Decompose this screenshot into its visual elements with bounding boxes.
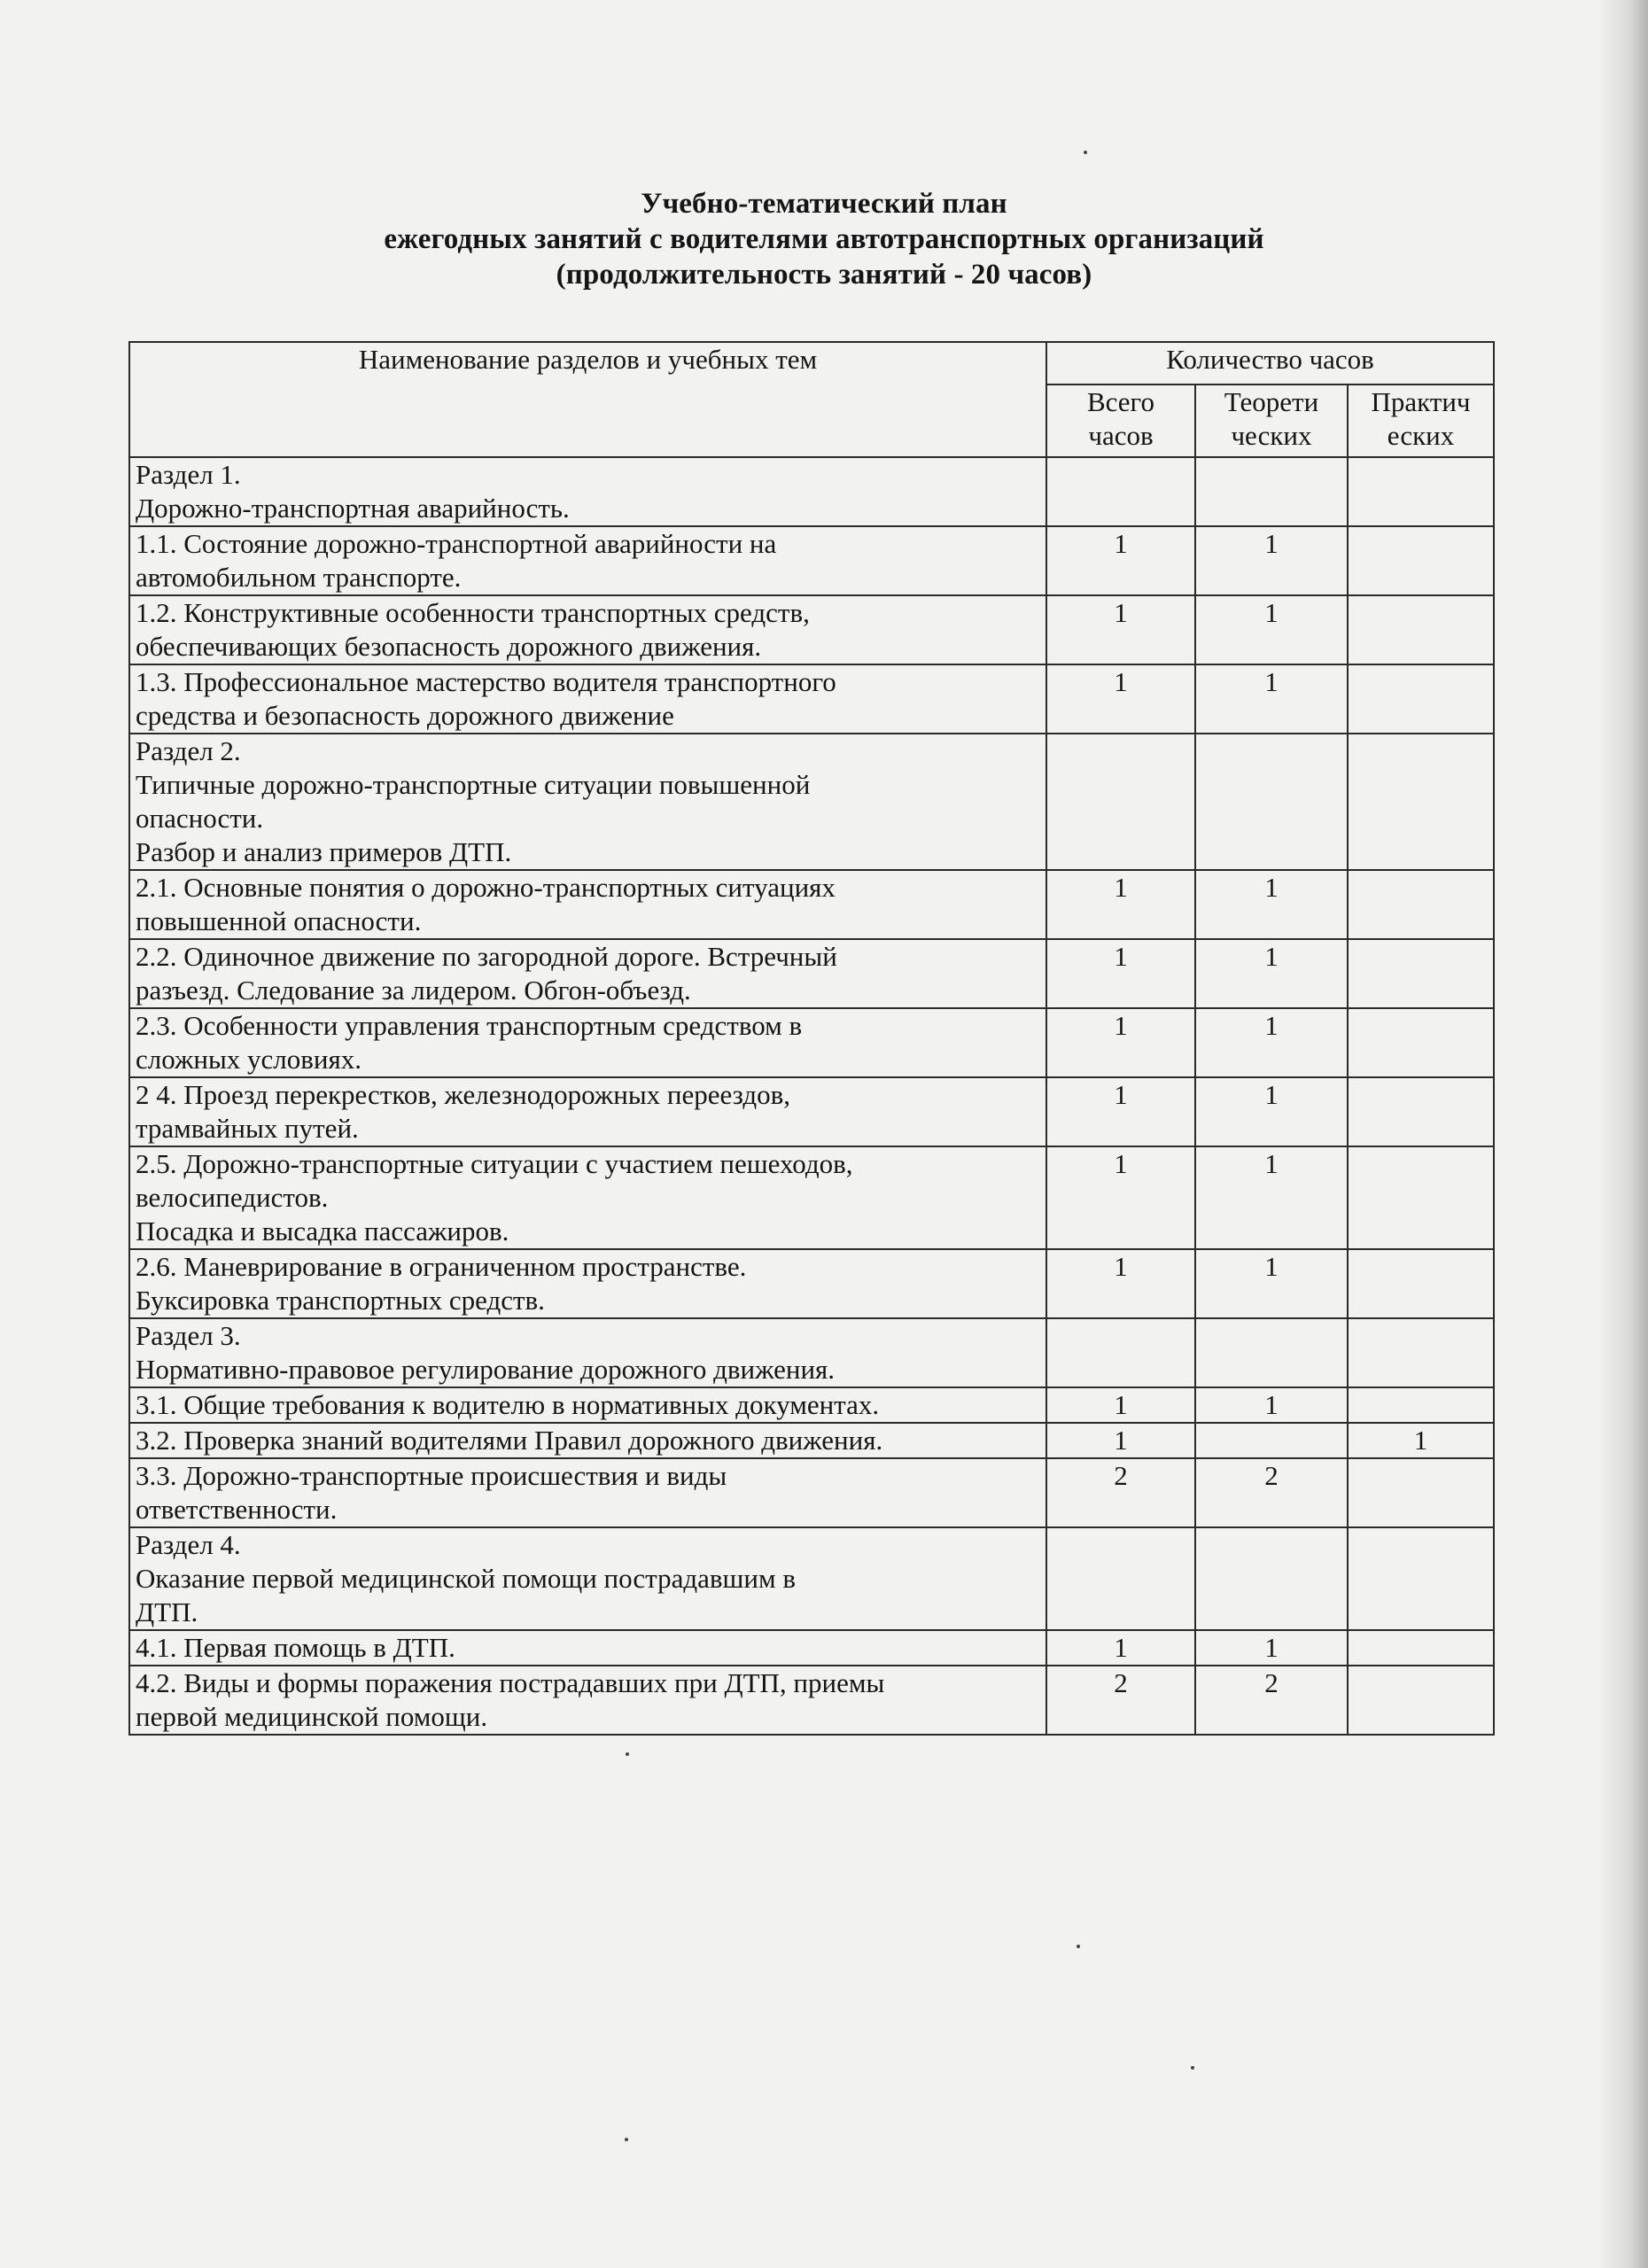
topic-title-line: 3.1. Общие требования к водителю в нормативных документах. [136,1389,880,1420]
topic-title-cell [129,526,1046,595]
hours-theory-cell: 1 [1195,1387,1348,1423]
document-title [0,186,1648,292]
hours-practice-cell [1348,526,1494,595]
topic-title-cell [129,664,1046,734]
section-title-cell [129,457,1046,526]
hours-total-cell: 1 [1046,1630,1195,1666]
title-line-1: Учебно-тематический план [641,188,1007,220]
topic-title-cell [129,1249,1046,1318]
hours-total-cell: 1 [1046,870,1195,939]
hours-practice-cell [1348,734,1494,870]
topic-title-cell [129,1077,1046,1146]
column-header-total-line-2: часов [1088,420,1154,452]
table-row [129,939,1494,1008]
section-row [129,1318,1494,1387]
hours-theory-cell: 1 [1195,870,1348,939]
hours-total-cell: 2 [1046,1666,1195,1735]
column-header-name: Наименование разделов и учебных тем [129,342,1046,457]
topic-title-line: автомобильном транспорте. [136,562,462,593]
table-row [129,526,1494,595]
hours-total-cell [1046,457,1195,526]
hours-total-cell: 1 [1046,1077,1195,1146]
table-row [129,870,1494,939]
hours-total-cell [1046,734,1195,870]
hours-total-cell: 1 [1046,1146,1195,1249]
hours-total-cell: 1 [1046,1008,1195,1077]
hours-theory-cell [1195,457,1348,526]
topic-title-line: 1.1. Состояние дорожно-транспортной аварийности на [136,528,777,559]
hours-theory-cell: 1 [1195,1077,1348,1146]
hours-practice-cell [1348,870,1494,939]
table-body [129,457,1494,1735]
column-header-hours: Количество часов [1046,342,1494,384]
topic-title-line: 1.2. Конструктивные особенности транспортных средств, [136,597,810,628]
topic-title-cell [129,1458,1046,1527]
hours-practice-cell [1348,1077,1494,1146]
topic-title-line: Посадка и высадка пассажиров. [136,1216,509,1247]
column-header-total [1046,384,1195,457]
hours-theory-cell: 1 [1195,1249,1348,1318]
section-title-line: Раздел 3. [136,1320,241,1351]
hours-practice-cell [1348,1249,1494,1318]
hours-practice-cell [1348,457,1494,526]
column-header-theory-line-1: Теорети [1224,386,1319,418]
topic-title-line: 4.1. Первая помощь в ДТП. [136,1632,455,1663]
topic-title-line: обеспечивающих безопасность дорожного движения. [136,631,762,662]
topic-title-line: повышенной опасности. [136,905,422,936]
section-title-line: Раздел 1. [136,459,241,490]
topic-title-line: средства и безопасность дорожного движение [136,700,674,731]
table-row [129,1146,1494,1249]
hours-theory-cell: 2 [1195,1458,1348,1527]
hours-total-cell: 1 [1046,1249,1195,1318]
hours-total-cell [1046,1318,1195,1387]
hours-total-cell: 1 [1046,526,1195,595]
topic-title-line: трамвайных путей. [136,1113,359,1144]
hours-total-cell [1046,1527,1195,1630]
title-line-3: (продолжительность занятий - 20 часов) [556,259,1092,291]
topic-title-line: 2.1. Основные понятия о дорожно-транспортных ситуациях [136,872,836,903]
hours-theory-cell [1195,1318,1348,1387]
hours-practice-cell [1348,1146,1494,1249]
hours-practice-cell [1348,664,1494,734]
column-header-theory-line-2: ческих [1231,420,1312,452]
hours-total-cell: 1 [1046,664,1195,734]
column-header-total-line-1: Всего [1086,386,1155,418]
hours-practice-cell [1348,1458,1494,1527]
hours-theory-cell: 1 [1195,1630,1348,1666]
topic-title-line: сложных условиях. [136,1044,362,1075]
scan-speck [1191,2066,1194,2070]
curriculum-table [128,341,1495,1736]
table-row [129,1249,1494,1318]
hours-theory-cell [1195,1423,1348,1458]
hours-practice-cell [1348,1387,1494,1423]
section-title-cell [129,734,1046,870]
topic-title-line: 2.5. Дорожно-транспортные ситуации с участием пешеходов, [136,1148,853,1179]
topic-title-cell [129,1630,1046,1666]
hours-total-cell: 1 [1046,939,1195,1008]
hours-theory-cell [1195,1527,1348,1630]
topic-title-line: 2 4. Проезд перекрестков, железнодорожных переездов, [136,1079,790,1110]
section-title-line: Раздел 4. [136,1529,241,1560]
hours-theory-cell: 2 [1195,1666,1348,1735]
topic-title-cell [129,1387,1046,1423]
column-header-theory [1195,384,1348,457]
scan-speck [1077,1945,1080,1948]
table-row [129,1008,1494,1077]
section-title-line: ДТП. [136,1596,198,1627]
hours-practice-cell [1348,1318,1494,1387]
topic-title-line: 4.2. Виды и формы поражения пострадавших при ДТП, приемы [136,1667,885,1698]
column-header-practice [1348,384,1494,457]
table-header [129,342,1494,457]
table-row [129,1387,1494,1423]
table-row [129,664,1494,734]
hours-practice-cell [1348,1630,1494,1666]
section-title-cell [129,1527,1046,1630]
topic-title-cell [129,595,1046,664]
hours-total-cell: 2 [1046,1458,1195,1527]
hours-practice-cell [1348,595,1494,664]
column-header-practice-line-1: Практич [1371,386,1471,418]
scan-speck [626,1752,629,1756]
table-row [129,1666,1494,1735]
hours-theory-cell: 1 [1195,1146,1348,1249]
topic-title-line: велосипедистов. [136,1182,329,1213]
section-title-cell [129,1318,1046,1387]
column-header-practice-line-2: еских [1387,420,1455,452]
topic-title-line: 2.2. Одиночное движение по загородной дороге. Встречный [136,941,837,972]
topic-title-cell [129,1008,1046,1077]
section-title-line: Типичные дорожно-транспортные ситуации повышенной [136,769,811,800]
hours-practice-cell [1348,1666,1494,1735]
hours-total-cell: 1 [1046,595,1195,664]
topic-title-cell [129,1423,1046,1458]
title-line-2: ежегодных занятий с водителями автотранспортных организаций [384,223,1264,255]
section-title-line: Дорожно-транспортная аварийность. [136,493,570,524]
hours-practice-cell [1348,1008,1494,1077]
topic-title-line: Буксировка транспортных средств. [136,1285,545,1316]
hours-practice-cell: 1 [1348,1423,1494,1458]
section-title-line: Нормативно-правовое регулирование дорожного движения. [136,1354,836,1385]
topic-title-cell [129,1146,1046,1249]
hours-theory-cell: 1 [1195,526,1348,595]
scan-speck [625,2138,628,2141]
table-row [129,1423,1494,1458]
hours-theory-cell [1195,734,1348,870]
topic-title-cell [129,939,1046,1008]
topic-title-line: ответственности. [136,1494,338,1525]
section-title-line: Оказание первой медицинской помощи пострадавшим в [136,1563,796,1594]
hours-total-cell: 1 [1046,1387,1195,1423]
hours-theory-cell: 1 [1195,595,1348,664]
topic-title-line: 3.2. Проверка знаний водителями Правил дорожного движения. [136,1425,883,1456]
section-row [129,734,1494,870]
topic-title-line: 1.3. Профессиональное мастерство водителя транспортного [136,666,836,697]
topic-title-cell [129,1666,1046,1735]
section-title-line: Разбор и анализ примеров ДТП. [136,836,512,867]
hours-total-cell: 1 [1046,1423,1195,1458]
table-row [129,1458,1494,1527]
table-row [129,1077,1494,1146]
scan-speck [1084,151,1087,154]
section-title-line: опасности. [136,803,264,834]
topic-title-line: разъезд. Следование за лидером. Обгон-объезд. [136,975,691,1006]
hours-theory-cell: 1 [1195,939,1348,1008]
table-row [129,1630,1494,1666]
hours-theory-cell: 1 [1195,1008,1348,1077]
section-row [129,457,1494,526]
topic-title-line: 2.6. Маневрирование в ограниченном пространстве. [136,1251,747,1282]
table-row [129,595,1494,664]
topic-title-cell [129,870,1046,939]
hours-practice-cell [1348,1527,1494,1630]
topic-title-line: 2.3. Особенности управления транспортным средством в [136,1010,803,1041]
section-title-line: Раздел 2. [136,735,241,766]
topic-title-line: первой медицинской помощи. [136,1701,488,1732]
topic-title-line: 3.3. Дорожно-транспортные происшествия и виды [136,1460,727,1491]
hours-theory-cell: 1 [1195,664,1348,734]
section-row [129,1527,1494,1630]
hours-practice-cell [1348,939,1494,1008]
